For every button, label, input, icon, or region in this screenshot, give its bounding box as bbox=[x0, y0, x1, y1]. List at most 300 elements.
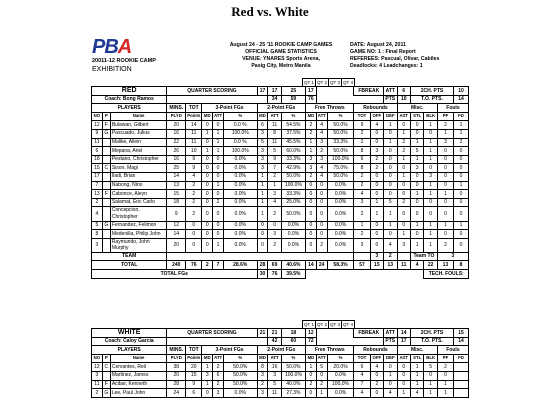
stat-cell: 0.0% bbox=[223, 389, 257, 398]
stat-cell: 0.0% bbox=[327, 198, 354, 207]
table-cell: 8 bbox=[454, 261, 469, 270]
table-cell: % bbox=[327, 112, 354, 121]
stat-cell: 0.0% bbox=[327, 371, 354, 380]
stat-cell: 1 bbox=[257, 172, 268, 181]
stat-cell: 1 bbox=[213, 147, 224, 156]
qt-label: QT 3 bbox=[330, 322, 340, 327]
stat-cell: 0 bbox=[437, 155, 453, 164]
stat-cell: 1 bbox=[410, 138, 423, 147]
stat-cell: 1 bbox=[257, 198, 268, 207]
stat-cell: 9 bbox=[354, 121, 370, 130]
table-cell bbox=[316, 329, 354, 338]
stat-cell: 4 bbox=[384, 389, 397, 398]
stat-cell: 0 bbox=[397, 380, 410, 389]
stat-cell: 2 bbox=[316, 380, 327, 389]
stat-cell: 2 bbox=[92, 198, 103, 207]
table-row bbox=[92, 172, 469, 181]
stat-cell: 5 bbox=[268, 147, 281, 156]
stat-cell: 9 bbox=[167, 207, 186, 221]
stat-cell: 8 bbox=[354, 164, 370, 173]
stat-cell: 50.0% bbox=[327, 129, 354, 138]
table-cell: QUARTER SCORING bbox=[167, 329, 257, 338]
stat-cell: 0 bbox=[213, 221, 224, 230]
stat-cell: 28 bbox=[167, 380, 186, 389]
table-row bbox=[92, 155, 469, 164]
table-cell: ATT bbox=[316, 354, 327, 363]
stat-cell: 1 bbox=[437, 190, 453, 199]
table-cell bbox=[167, 95, 257, 104]
stat-cell: 2 bbox=[397, 198, 410, 207]
stat-cell: 0 bbox=[257, 230, 268, 239]
stat-cell: 2 bbox=[268, 172, 281, 181]
stat-cell: 50.0% bbox=[281, 363, 305, 372]
table-cell: PLAYERS bbox=[92, 346, 167, 355]
table-cell: MD bbox=[202, 112, 213, 121]
stat-cell: 13 bbox=[167, 181, 186, 190]
stat-cell: 0 bbox=[316, 207, 327, 221]
stat-cell: 0.0% bbox=[223, 230, 257, 239]
table-cell: % bbox=[281, 112, 305, 121]
stat-cell: 0.0% bbox=[223, 164, 257, 173]
player-name: Malike, Allein bbox=[110, 138, 167, 147]
stat-cell: 20 bbox=[167, 121, 186, 130]
table-cell bbox=[354, 95, 384, 104]
table-cell: STL bbox=[410, 354, 423, 363]
stat-cell: 0.0% bbox=[223, 181, 257, 190]
table-cell: 3 bbox=[437, 252, 468, 261]
stat-cell: 15 bbox=[92, 164, 103, 173]
stat-cell: 3 bbox=[354, 198, 370, 207]
stat-cell: 0 bbox=[370, 181, 383, 190]
stat-cell: 38 bbox=[167, 363, 186, 372]
stat-cell: 1 bbox=[316, 389, 327, 398]
stat-cell: 0 bbox=[370, 389, 383, 398]
player-name: Sison, Magi bbox=[110, 164, 167, 173]
coach-white: Coach: Caloy Garcia bbox=[92, 337, 167, 346]
team-name-white: WHITE bbox=[92, 329, 167, 338]
table-cell: AST bbox=[397, 354, 410, 363]
stat-cell bbox=[102, 198, 110, 207]
stat-cell: 100.0% bbox=[327, 155, 354, 164]
stat-cell: 0 bbox=[202, 121, 213, 130]
stat-cell: 2 bbox=[92, 389, 103, 398]
stat-cell: 50.0% bbox=[327, 172, 354, 181]
stat-cell: 100.0% bbox=[281, 371, 305, 380]
stat-cell: 0.0% bbox=[223, 190, 257, 199]
table-cell: % bbox=[327, 354, 354, 363]
stat-cell: 9 bbox=[92, 129, 103, 138]
stat-cell: 20 bbox=[186, 363, 202, 372]
stat-cell: 3 bbox=[424, 172, 437, 181]
stat-cell: 5 bbox=[316, 363, 327, 372]
stat-cell: 2 bbox=[437, 238, 453, 252]
stat-cell: 11 bbox=[186, 129, 202, 138]
stat-cell: 3 bbox=[268, 190, 281, 199]
stat-cell: 1 bbox=[397, 155, 410, 164]
table-cell: 13 bbox=[384, 261, 397, 270]
stat-cell: 1 bbox=[454, 181, 469, 190]
stat-cell: 0.0% bbox=[327, 238, 354, 252]
player-name: Mepana, Ariel bbox=[110, 147, 167, 156]
stat-cell: 0 bbox=[213, 121, 224, 130]
stat-cell: 1 bbox=[424, 121, 437, 130]
stat-cell: 4 bbox=[384, 238, 397, 252]
stat-cell: 0 bbox=[370, 172, 383, 181]
stat-cell bbox=[454, 363, 469, 372]
stat-cell: 54.5% bbox=[281, 121, 305, 130]
stat-cell: 0.0% bbox=[281, 238, 305, 252]
table-cell: Fouls bbox=[437, 346, 468, 355]
stat-cell: 1 bbox=[424, 190, 437, 199]
stat-cell: 14 bbox=[186, 121, 202, 130]
stat-cell: 0 bbox=[454, 190, 469, 199]
stat-cell: 0 bbox=[424, 129, 437, 138]
stat-cell: 1 bbox=[424, 138, 437, 147]
table-cell: DEF bbox=[384, 354, 397, 363]
stat-cell: 100.0% bbox=[281, 181, 305, 190]
stat-cell: 50.0% bbox=[281, 172, 305, 181]
table-cell: 42 bbox=[268, 337, 281, 346]
stat-cell: 0 bbox=[397, 221, 410, 230]
stat-cell: 0.0% bbox=[327, 389, 354, 398]
stat-cell: C bbox=[102, 164, 110, 173]
stat-cell: 11 bbox=[186, 138, 202, 147]
table-cell: 21 bbox=[268, 329, 281, 338]
table-cell: 17 bbox=[306, 87, 317, 96]
table-row bbox=[92, 371, 469, 380]
stat-cell: 5 bbox=[257, 138, 268, 147]
table-cell: 10 bbox=[454, 87, 469, 96]
stat-cell: 1 bbox=[424, 181, 437, 190]
table-cell: 2CH. PTS bbox=[410, 87, 453, 96]
stat-cell: 3 bbox=[306, 164, 317, 173]
stat-cell: 0 bbox=[213, 164, 224, 173]
stat-cell: 1 bbox=[384, 207, 397, 221]
stat-cell: 4 bbox=[186, 172, 202, 181]
stat-cell: 0 bbox=[397, 190, 410, 199]
qt-label: QT 4 bbox=[343, 80, 353, 85]
stat-cell: 0 bbox=[202, 207, 213, 221]
stat-cell: 4 bbox=[316, 164, 327, 173]
stat-cell: 4 bbox=[316, 172, 327, 181]
table-cell: 3-Point FGs bbox=[202, 346, 257, 355]
stat-cell: 0 bbox=[316, 190, 327, 199]
stat-cell: 2 bbox=[186, 198, 202, 207]
table-cell bbox=[397, 252, 410, 261]
stat-cell: 4 bbox=[316, 121, 327, 130]
table-row bbox=[92, 138, 469, 147]
stat-cell: 1 bbox=[410, 380, 423, 389]
stat-cell: 2 bbox=[437, 121, 453, 130]
stat-cell: 1 bbox=[257, 181, 268, 190]
stat-cell: 0 bbox=[316, 198, 327, 207]
table-cell: P bbox=[102, 354, 110, 363]
stat-cell: 1 bbox=[202, 363, 213, 372]
table-cell: 39.5% bbox=[281, 270, 305, 279]
stat-cell: 2 bbox=[354, 181, 370, 190]
stat-cell: 2 bbox=[370, 164, 383, 173]
stat-cell: 0 bbox=[437, 164, 453, 173]
stat-cell: 0 bbox=[454, 198, 469, 207]
stat-cell: 1 bbox=[397, 230, 410, 239]
table-cell bbox=[354, 337, 384, 346]
stat-cell bbox=[454, 371, 469, 380]
stat-cell: 26 bbox=[167, 147, 186, 156]
stat-cell: 0 bbox=[384, 164, 397, 173]
table-cell: Free Throws bbox=[306, 104, 354, 113]
table-cell: 3-Point FGs bbox=[202, 104, 257, 113]
stat-cell bbox=[102, 147, 110, 156]
qt-label: QT 4 bbox=[343, 322, 353, 327]
stat-cell: 3 bbox=[410, 164, 423, 173]
stat-cell: 3 bbox=[213, 389, 224, 398]
stat-cell: 0 bbox=[268, 221, 281, 230]
stat-cell: 0 bbox=[213, 190, 224, 199]
table-cell: BLK bbox=[424, 112, 437, 121]
stat-cell: 11 bbox=[268, 389, 281, 398]
stat-cell: 12 bbox=[92, 121, 103, 130]
player-name: Concepcion, Christopher bbox=[110, 207, 167, 221]
coach-red: Coach: Bong Ramos bbox=[92, 95, 167, 104]
table-cell: OFF bbox=[370, 354, 383, 363]
table-cell: 76 bbox=[268, 270, 281, 279]
table-row bbox=[92, 198, 469, 207]
stat-cell: 4 bbox=[354, 389, 370, 398]
stat-cell: 0 bbox=[202, 190, 213, 199]
stat-cell: 0 bbox=[384, 147, 397, 156]
table-cell: ATT bbox=[384, 87, 397, 96]
stat-cell: 3 bbox=[397, 238, 410, 252]
stat-cell: 0 bbox=[437, 172, 453, 181]
table-cell: FBREAK bbox=[354, 87, 384, 96]
table-cell: % bbox=[223, 112, 257, 121]
stat-cell: 60.0% bbox=[281, 147, 305, 156]
stat-cell: 0 bbox=[454, 172, 469, 181]
stat-cell: 5 bbox=[268, 380, 281, 389]
stat-cell: 0 bbox=[306, 221, 317, 230]
stat-cell: G bbox=[102, 389, 110, 398]
stat-cell: F bbox=[102, 190, 110, 199]
stat-cell: 0 bbox=[454, 155, 469, 164]
stat-cell: 0 bbox=[397, 164, 410, 173]
table-cell: Misc. bbox=[397, 104, 437, 113]
stat-cell: 0 bbox=[384, 129, 397, 138]
stat-cell: 1 bbox=[424, 155, 437, 164]
table-cell: 7 bbox=[213, 261, 224, 270]
stat-cell: 3 bbox=[370, 147, 383, 156]
table-cell: 60 bbox=[281, 337, 305, 346]
stat-cell: 37.5% bbox=[281, 129, 305, 138]
stat-cell: 0 bbox=[370, 371, 383, 380]
stat-cell: 1 bbox=[424, 380, 437, 389]
stat-cell: 1 bbox=[306, 138, 317, 147]
table-cell bbox=[167, 252, 354, 261]
table-cell: TOT bbox=[354, 112, 370, 121]
table-cell: Points bbox=[186, 112, 202, 121]
table-cell: 15 bbox=[454, 329, 469, 338]
table-row bbox=[92, 129, 469, 138]
table-cell: 30 bbox=[257, 270, 268, 279]
stat-cell: 0 bbox=[202, 238, 213, 252]
stat-cell: 1 bbox=[306, 363, 317, 372]
stat-cell: 11 bbox=[268, 138, 281, 147]
stat-cell: 0 bbox=[410, 230, 423, 239]
player-name: Lee, Paul John bbox=[110, 389, 167, 398]
stat-cell: 0 bbox=[424, 207, 437, 221]
stat-cell bbox=[454, 389, 469, 398]
stat-cell: 0 bbox=[202, 181, 213, 190]
stat-cell: 0 bbox=[370, 230, 383, 239]
qt-label: QT 2 bbox=[317, 80, 327, 85]
stat-cell: 16 bbox=[167, 155, 186, 164]
stat-cell: 0 bbox=[384, 230, 397, 239]
table-cell: TEAM bbox=[92, 252, 167, 261]
stat-cell: 1 bbox=[384, 121, 397, 130]
table-cell: TOT bbox=[186, 346, 202, 355]
stat-cell: 2 bbox=[186, 207, 202, 221]
stat-cell: 2 bbox=[316, 238, 327, 252]
stat-cell: 4 bbox=[354, 190, 370, 199]
table-cell: 14 bbox=[397, 329, 410, 338]
table-cell bbox=[257, 337, 268, 346]
stat-cell: 50.0% bbox=[281, 207, 305, 221]
table-cell: DEF bbox=[384, 112, 397, 121]
table-cell: 10 bbox=[397, 95, 410, 104]
stat-cell: 0 bbox=[384, 172, 397, 181]
stat-cell: 0 bbox=[202, 164, 213, 173]
player-name: Pestano, Christopher bbox=[110, 155, 167, 164]
table-cell: TOTAL bbox=[92, 261, 167, 270]
stat-cell: 0 bbox=[397, 121, 410, 130]
stat-cell: 0.0% bbox=[327, 207, 354, 221]
stat-cell: 4 bbox=[316, 129, 327, 138]
table-cell bbox=[316, 87, 354, 96]
table-cell: Name bbox=[110, 112, 167, 121]
stat-cell bbox=[102, 138, 110, 147]
player-name: Nabong, Nino bbox=[110, 181, 167, 190]
stat-cell: 0 bbox=[370, 221, 383, 230]
stat-cell: 1 bbox=[213, 181, 224, 190]
stat-cell: 0 bbox=[186, 230, 202, 239]
stat-cell: 3 bbox=[202, 371, 213, 380]
stat-cell: 0 bbox=[202, 138, 213, 147]
table-cell: T.O. PTS. bbox=[410, 95, 453, 104]
table-row bbox=[92, 207, 469, 221]
stat-cell: 1 bbox=[354, 221, 370, 230]
table-cell: ATT bbox=[316, 112, 327, 121]
stat-cell: 100.0% bbox=[327, 380, 354, 389]
table-cell: BLK bbox=[424, 354, 437, 363]
stat-cell: 4 bbox=[354, 371, 370, 380]
player-name: Cervantes, Reil bbox=[110, 363, 167, 372]
stat-cell: 2 bbox=[354, 138, 370, 147]
table-cell: MD bbox=[257, 112, 268, 121]
stat-cell: 1 bbox=[213, 138, 224, 147]
stat-cell: 20.0% bbox=[327, 363, 354, 372]
table-cell: MD bbox=[257, 354, 268, 363]
table-cell: 240 bbox=[167, 261, 186, 270]
table-cell: 2 bbox=[202, 261, 213, 270]
stat-cell: 7 bbox=[268, 164, 281, 173]
table-row bbox=[92, 121, 469, 130]
stat-cell: 0.0% bbox=[327, 230, 354, 239]
stat-cell: C bbox=[102, 363, 110, 372]
stat-cell: 13 bbox=[92, 190, 103, 199]
stat-cell: 1 bbox=[202, 380, 213, 389]
stat-cell: 1 bbox=[410, 371, 423, 380]
stat-cell: 1 bbox=[437, 221, 453, 230]
player-name: Pascuado, Julius bbox=[110, 129, 167, 138]
stat-cell: 1 bbox=[424, 147, 437, 156]
qt-label: QT 1 bbox=[304, 80, 314, 85]
stat-cell: 10 bbox=[186, 147, 202, 156]
table-cell: 28 bbox=[257, 261, 268, 270]
table-cell: FD bbox=[454, 354, 469, 363]
stat-cell: 33.3% bbox=[281, 190, 305, 199]
stat-cell: 15 bbox=[167, 190, 186, 199]
stat-cell: 0 bbox=[437, 198, 453, 207]
stat-cell: 2 bbox=[306, 121, 317, 130]
stat-cell: 24 bbox=[167, 389, 186, 398]
stat-cell: 0 bbox=[316, 181, 327, 190]
table-cell: % bbox=[281, 354, 305, 363]
stat-cell: 0.0% bbox=[327, 181, 354, 190]
stat-cell: 0 bbox=[202, 198, 213, 207]
stat-cell: 18 bbox=[167, 198, 186, 207]
pba-logo-icon: PBA bbox=[92, 36, 132, 58]
table-row bbox=[92, 230, 469, 239]
league-logo bbox=[92, 36, 212, 76]
stat-cell: 20 bbox=[167, 371, 186, 380]
stat-cell: 3 bbox=[257, 129, 268, 138]
table-cell: Fouls bbox=[437, 104, 468, 113]
stat-cell: 0 bbox=[454, 207, 469, 221]
table-cell: NO bbox=[92, 112, 103, 121]
stat-cell: 3 bbox=[257, 147, 268, 156]
table-cell: TECH. FOULS: bbox=[424, 270, 469, 279]
stat-cell: 2 bbox=[268, 207, 281, 221]
stat-cell: 0 bbox=[397, 181, 410, 190]
player-name: Medenilla, Philip John bbox=[110, 230, 167, 239]
table-cell bbox=[257, 95, 268, 104]
stat-cell: 7 bbox=[354, 380, 370, 389]
stat-cell: 0 bbox=[437, 181, 453, 190]
table-cell: FD bbox=[454, 112, 469, 121]
stat-cell: 6 bbox=[186, 389, 202, 398]
table-cell: NO bbox=[92, 354, 103, 363]
stat-cell: 14 bbox=[167, 230, 186, 239]
table-cell: ATT bbox=[268, 354, 281, 363]
stat-cell: 3 bbox=[257, 155, 268, 164]
table-cell: 11 bbox=[397, 261, 410, 270]
stat-cell bbox=[102, 230, 110, 239]
stat-cell: 9 bbox=[186, 155, 202, 164]
stat-cell: 4 bbox=[410, 389, 423, 398]
player-name: Bulawan, Gilbert bbox=[110, 121, 167, 130]
stat-cell: 9 bbox=[186, 380, 202, 389]
stat-cell: 25 bbox=[167, 164, 186, 173]
stat-cell: 1 bbox=[410, 238, 423, 252]
stat-cell: 0 bbox=[410, 172, 423, 181]
table-cell: TOTAL FGs bbox=[92, 270, 258, 279]
stat-cell: 14 bbox=[167, 172, 186, 181]
game-info: August 24 - 25 '11 ROOKIE CAMP GAMES OFFICIAL GAME STATISTICS VENUE: YNARES Sports Arena, Pasig City, Metro Manila bbox=[229, 42, 333, 69]
stat-cell: 100.0% bbox=[223, 147, 257, 156]
stat-cell: 2 bbox=[437, 363, 453, 372]
logo-caption-2: EXHIBITION bbox=[92, 66, 132, 73]
stat-cell: 0.0% bbox=[223, 198, 257, 207]
table-cell: 6 bbox=[397, 87, 410, 96]
